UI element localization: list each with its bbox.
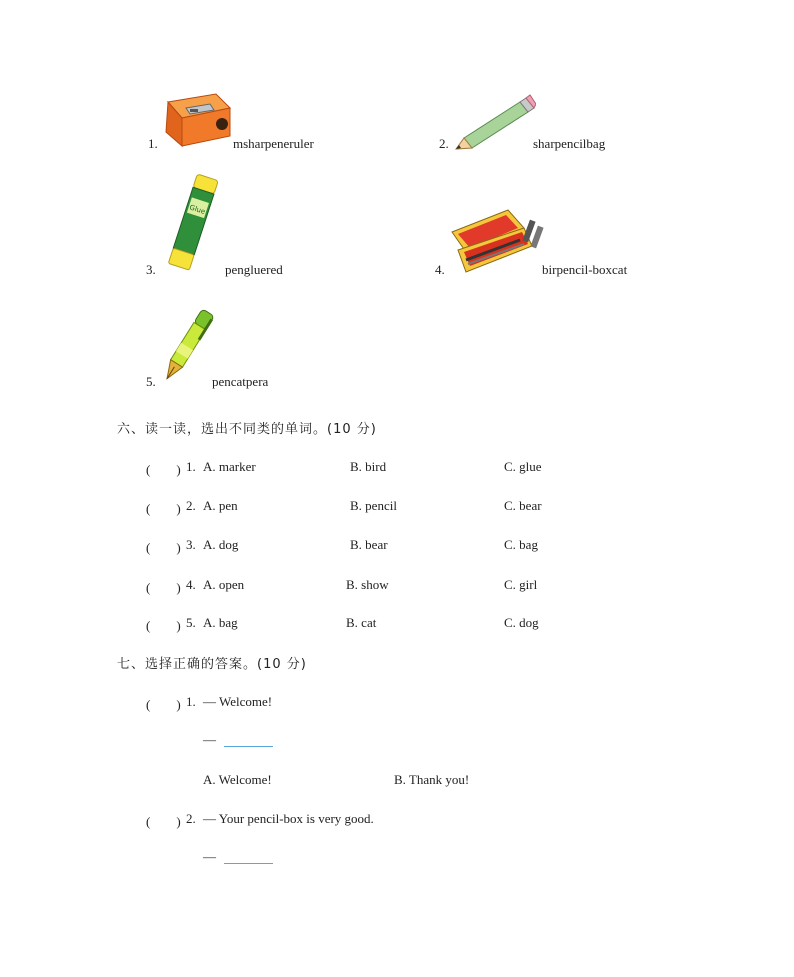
pencil-box-icon	[448, 206, 544, 276]
q6-3-option-c: C. bag	[504, 537, 538, 552]
q6-4-option-b: B. show	[346, 577, 389, 592]
svg-text:Glue: Glue	[188, 203, 207, 216]
q6-3-num: 3.	[186, 537, 196, 552]
section-7-title: 七、选择正确的答案。(10 分)	[117, 657, 307, 672]
q6-1-option-b: B. bird	[350, 459, 387, 474]
q7-1-reply-dash: —	[203, 732, 216, 747]
match-num-3: 3.	[146, 262, 156, 277]
match-num-5: 5.	[146, 374, 156, 389]
q6-4-num: 4.	[186, 577, 196, 592]
match-word-2: sharpencilbag	[533, 136, 606, 151]
q6-2-option-c: C. bear	[504, 498, 542, 513]
q7-1-paren[interactable]: ( )	[146, 697, 181, 712]
q7-2-answer-blank[interactable]	[224, 863, 273, 864]
pen-icon	[160, 305, 216, 389]
match-word-4: birpencil-boxcat	[542, 262, 628, 277]
q6-4-option-a: A. open	[203, 577, 245, 592]
pencil-icon	[452, 92, 536, 150]
q6-1-num: 1.	[186, 459, 196, 474]
pencil-sharpener-icon	[160, 92, 232, 148]
glue-stick-icon	[162, 173, 224, 273]
q7-2-paren[interactable]: ( )	[146, 814, 181, 829]
match-word-3: pengluered	[225, 262, 283, 277]
q6-2-num: 2.	[186, 498, 196, 513]
q6-5-option-b: B. cat	[346, 615, 377, 630]
q6-4-option-c: C. girl	[504, 577, 538, 592]
q6-2-option-a: A. pen	[203, 498, 238, 513]
match-num-4: 4.	[435, 262, 445, 277]
section-6-title: 六、读一读，选出不同类的单词。(10 分)	[117, 422, 377, 437]
q7-2-num: 2.	[186, 811, 196, 826]
match-num-2: 2.	[439, 136, 449, 151]
q6-5-option-c: C. dog	[504, 615, 539, 630]
q7-2-reply-dash: —	[203, 849, 216, 864]
q6-2-option-b: B. pencil	[350, 498, 397, 513]
q7-1-num: 1.	[186, 694, 196, 709]
q7-1-option-a: A. Welcome!	[203, 772, 272, 787]
match-num-1: 1.	[148, 136, 158, 151]
q6-1-option-a: A. marker	[203, 459, 256, 474]
q6-5-option-a: A. bag	[203, 615, 238, 630]
q7-2-prompt: — Your pencil-box is very good.	[203, 811, 374, 826]
q6-3-option-a: A. dog	[203, 537, 239, 552]
q6-2-paren[interactable]: ( )	[146, 501, 181, 516]
q6-1-paren[interactable]: ( )	[146, 462, 181, 477]
q6-5-paren[interactable]: ( )	[146, 618, 181, 633]
q6-4-paren[interactable]: ( )	[146, 580, 181, 595]
q7-1-option-b: B. Thank you!	[394, 772, 470, 787]
match-word-5: pencatpera	[212, 374, 269, 389]
q6-3-paren[interactable]: ( )	[146, 540, 181, 555]
q6-3-option-b: B. bear	[350, 537, 388, 552]
q6-5-num: 5.	[186, 615, 196, 630]
match-word-1: msharpeneruler	[233, 136, 314, 151]
q7-1-answer-blank[interactable]	[224, 746, 273, 747]
q7-1-prompt: — Welcome!	[203, 694, 273, 709]
q6-1-option-c: C. glue	[504, 459, 542, 474]
